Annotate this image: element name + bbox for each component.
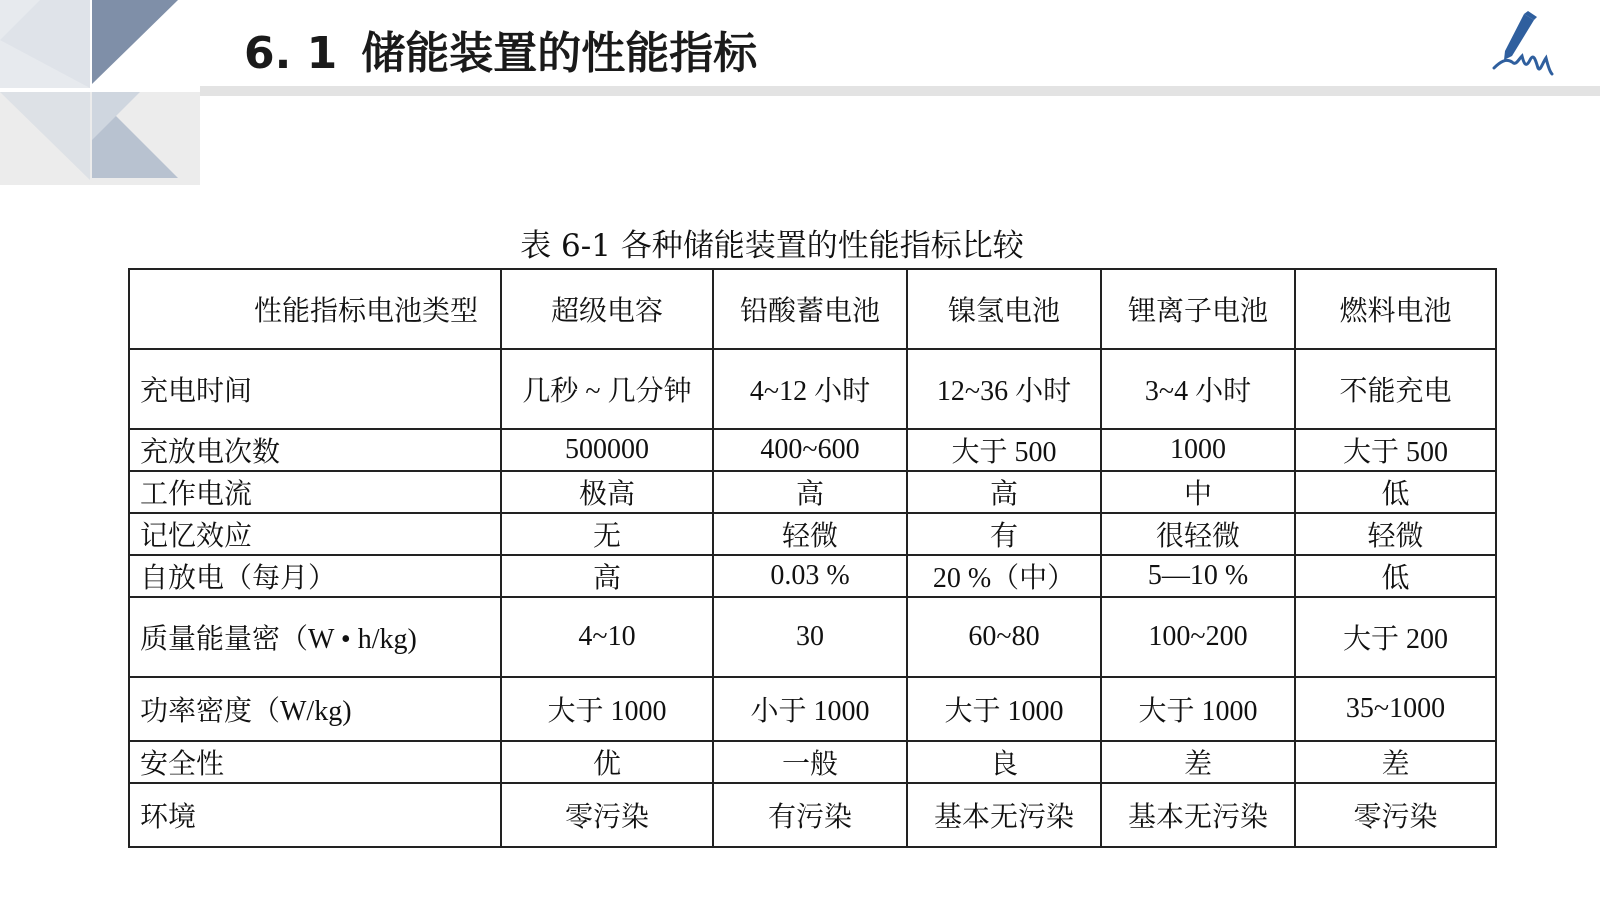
table-cell: 良: [907, 741, 1101, 783]
table-cell: 小于 1000: [713, 677, 907, 741]
row-label: 功率密度（W/kg): [129, 677, 501, 741]
table-cell: 30: [713, 597, 907, 677]
table-cell: 3~4 小时: [1101, 349, 1295, 429]
column-header: 铅酸蓄电池: [713, 269, 907, 349]
row-label: 安全性: [129, 741, 501, 783]
table-cell: 基本无污染: [907, 783, 1101, 847]
column-header: 镍氢电池: [907, 269, 1101, 349]
table-cell: 大于 500: [1295, 429, 1496, 471]
table-cell: 高: [713, 471, 907, 513]
table-cell: 0.03 %: [713, 555, 907, 597]
table-cell: 几秒 ~ 几分钟: [501, 349, 713, 429]
table-row: [129, 471, 1496, 513]
page-title: [244, 26, 757, 82]
table-cell: 低: [1295, 471, 1496, 513]
table-cell: 500000: [501, 429, 713, 471]
row-label: 自放电（每月）: [129, 555, 501, 597]
column-header: 锂离子电池: [1101, 269, 1295, 349]
table-cell: 零污染: [1295, 783, 1496, 847]
table-cell: 20 %（中）: [907, 555, 1101, 597]
title-number: 6. 1: [244, 28, 338, 79]
table-cell: 一般: [713, 741, 907, 783]
table-row: [129, 555, 1496, 597]
table-cell: 12~36 小时: [907, 349, 1101, 429]
table-row: [129, 513, 1496, 555]
table-cell: 很轻微: [1101, 513, 1295, 555]
table-row: [129, 597, 1496, 677]
column-header: 燃料电池: [1295, 269, 1496, 349]
table-cell: 1000: [1101, 429, 1295, 471]
table-cell: 400~600: [713, 429, 907, 471]
table-cell: 100~200: [1101, 597, 1295, 677]
table-cell: 有: [907, 513, 1101, 555]
table-cell: 35~1000: [1295, 677, 1496, 741]
table-row: [129, 349, 1496, 429]
table-header-row: [129, 269, 1496, 349]
row-label: 记忆效应: [129, 513, 501, 555]
table-cell: 4~10: [501, 597, 713, 677]
table-cell: 大于 1000: [501, 677, 713, 741]
table-cell: 4~12 小时: [713, 349, 907, 429]
table-row: [129, 677, 1496, 741]
table-cell: 轻微: [1295, 513, 1496, 555]
table-cell: 基本无污染: [1101, 783, 1295, 847]
row-label: 充电时间: [129, 349, 501, 429]
column-header: 超级电容: [501, 269, 713, 349]
table-row: [129, 429, 1496, 471]
table-cell: 无: [501, 513, 713, 555]
title-underline: [200, 86, 1600, 96]
table-cell: 极高: [501, 471, 713, 513]
table-cell: 有污染: [713, 783, 907, 847]
performance-table: [128, 268, 1497, 848]
table-row: [129, 741, 1496, 783]
triangle-pattern-decoration: [0, 0, 200, 185]
table-cell: 中: [1101, 471, 1295, 513]
table-cell: 高: [501, 555, 713, 597]
table-cell: 差: [1101, 741, 1295, 783]
table-cell: 低: [1295, 555, 1496, 597]
table-cell: 不能充电: [1295, 349, 1496, 429]
table-cell: 大于 500: [907, 429, 1101, 471]
table-cell: 差: [1295, 741, 1496, 783]
row-label: 质量能量密（W • h/kg): [129, 597, 501, 677]
table-row: [129, 783, 1496, 847]
title-text: 储能装置的性能指标: [361, 28, 758, 79]
row-label: 工作电流: [129, 471, 501, 513]
row-label: 充放电次数: [129, 429, 501, 471]
table-cell: 大于 1000: [907, 677, 1101, 741]
table-cell: 零污染: [501, 783, 713, 847]
table-caption: 表 6-1 各种储能装置的性能指标比较: [520, 228, 1024, 264]
table-cell: 大于 1000: [1101, 677, 1295, 741]
corner-header: 性能指标电池类型: [129, 269, 501, 349]
table-cell: 轻微: [713, 513, 907, 555]
table-cell: 高: [907, 471, 1101, 513]
table-cell: 5—10 %: [1101, 555, 1295, 597]
table-cell: 大于 200: [1295, 597, 1496, 677]
table-cell: 优: [501, 741, 713, 783]
pen-signature-icon: [1490, 10, 1560, 80]
table-cell: 60~80: [907, 597, 1101, 677]
row-label: 环境: [129, 783, 501, 847]
